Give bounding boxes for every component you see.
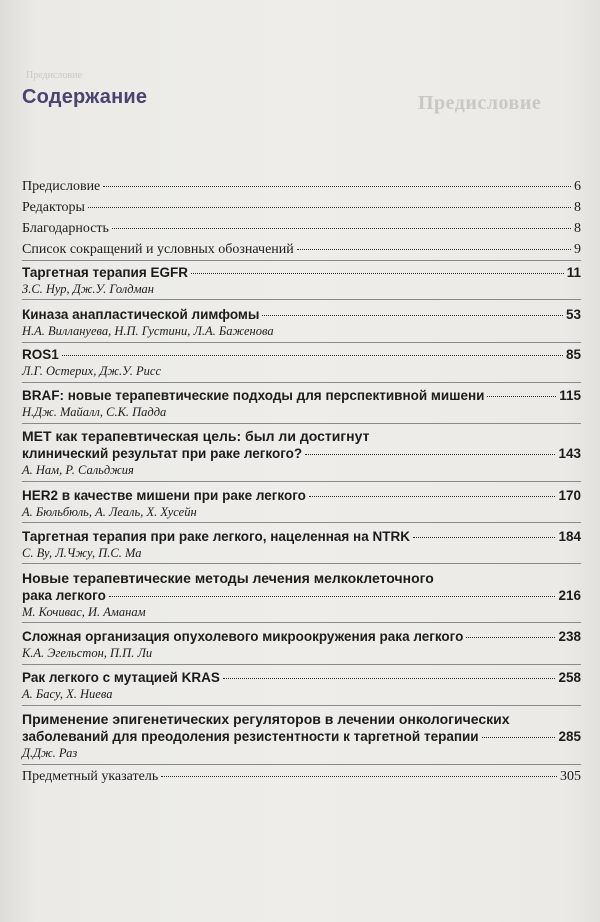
divider [22, 622, 581, 623]
bleed-through-title: Предисловие [418, 92, 542, 114]
divider [22, 260, 581, 261]
toc-chapter[interactable]: HER2 в качестве мишени при раке легкого 170 [22, 488, 581, 503]
toc-chapter[interactable]: ROS1 85 [22, 347, 581, 362]
toc-chapter[interactable]: Таргетная терапия при раке легкого, нацеленная на NTRK 184 [22, 529, 581, 544]
divider [22, 299, 581, 300]
toc-entry-editors[interactable]: Редакторы 8 [22, 200, 581, 215]
divider [22, 382, 581, 383]
chapter-authors: Д.Дж. Раз [22, 746, 78, 760]
toc-chapter-title-line[interactable]: Применение эпигенетических регуляторов в лечении онкологических [22, 711, 510, 727]
toc-entry-abbreviations[interactable]: Список сокращений и условных обозначений 9 [22, 242, 581, 257]
toc-chapter-title-line[interactable]: МЕТ как терапевтическая цель: был ли достигнут [22, 428, 370, 444]
chapter-authors: Л.Г. Остерих, Дж.У. Рисс [22, 364, 162, 378]
divider [22, 764, 581, 765]
toc-chapter[interactable]: Киназа анапластической лимфомы 53 [22, 307, 581, 322]
toc-entry-index[interactable]: Предметный указатель 305 [22, 769, 581, 784]
toc-chapter[interactable]: Сложная организация опухолевого микроокружения рака легкого 238 [22, 629, 581, 644]
toc-entry-preface[interactable]: Предисловие 6 [22, 179, 581, 194]
divider [22, 664, 581, 665]
divider [22, 423, 581, 424]
divider [22, 522, 581, 523]
chapter-authors: Н.Дж. Майалл, С.К. Падда [22, 405, 167, 419]
divider [22, 481, 581, 482]
toc-chapter[interactable]: рака легкого 216 [22, 588, 581, 603]
chapter-authors: К.А. Эгельстон, П.П. Ли [22, 646, 153, 660]
divider [22, 342, 581, 343]
divider [22, 705, 581, 706]
chapter-authors: З.С. Нур, Дж.У. Голдман [22, 282, 154, 296]
chapter-authors: М. Кочивас, И. Аманам [22, 605, 146, 619]
chapter-authors: А. Басу, Х. Ниева [22, 687, 113, 701]
chapter-authors: А. Бюльбюль, А. Леаль, Х. Хусейн [22, 505, 197, 519]
toc-chapter[interactable]: Таргетная терапия EGFR 11 [22, 265, 581, 280]
chapter-authors: А. Нам, Р. Сальджия [22, 463, 134, 477]
toc-chapter[interactable]: BRAF: новые терапевтические подходы для перспективной мишени 115 [22, 388, 581, 403]
toc-chapter[interactable]: Рак легкого с мутацией KRAS 258 [22, 670, 581, 685]
toc-chapter[interactable]: клинический результат при раке легкого? 143 [22, 446, 581, 461]
bleed-through-header: Предисловие [26, 70, 82, 81]
divider [22, 563, 581, 564]
toc-entry-acknowledgements[interactable]: Благодарность 8 [22, 221, 581, 236]
chapter-authors: Н.А. Виллануева, Н.П. Густини, Л.А. Баженова [22, 324, 274, 338]
toc-chapter-title-line[interactable]: Новые терапевтические методы лечения мелкоклеточного [22, 570, 434, 586]
chapter-authors: С. Ву, Л.Чжу, П.С. Ма [22, 546, 142, 560]
page-title: Содержание [22, 86, 148, 108]
toc-chapter[interactable]: заболеваний для преодоления резистентности к таргетной терапии 285 [22, 729, 581, 744]
